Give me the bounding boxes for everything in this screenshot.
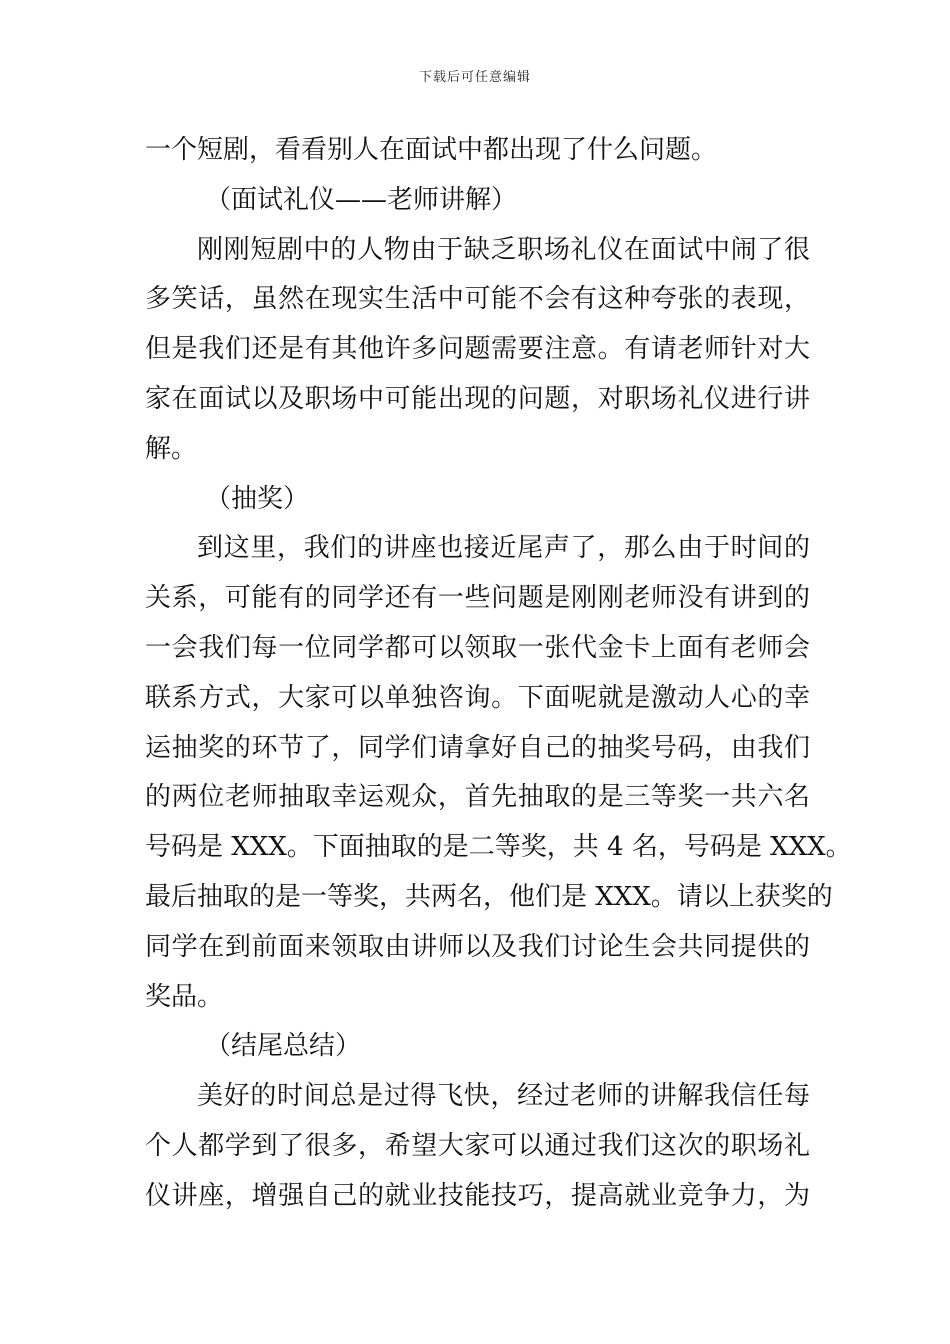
text-line: 最后抽取的是一等奖，共两名，他们是 XXX。请以上获奖的 — [145, 881, 833, 912]
document-body — [145, 126, 852, 1222]
text-line: 仪讲座，增强自己的就业技能技巧，提高就业竞争力，为 — [145, 1180, 810, 1211]
text-line: 解。 — [145, 433, 198, 464]
page-header-note: 下载后可任意编辑 — [418, 70, 531, 85]
text-line: 联系方式，大家可以单独咨询。下面呢就是激动人心的幸 — [145, 682, 810, 713]
text-line: 关系，可能有的同学还有一些问题是刚刚老师没有讲到的 — [145, 583, 810, 614]
text-line: 美好的时间总是过得飞快，经过老师的讲解我信任每 — [197, 1081, 810, 1112]
text-line: 到这里，我们的讲座也接近尾声了，那么由于时间的 — [197, 533, 810, 564]
text-line: 同学在到前面来领取由讲师以及我们讨论生会共同提供的 — [145, 931, 810, 962]
text-line: 多笑话，虽然在现实生活中可能不会有这种夸张的表现， — [145, 284, 810, 315]
section-heading-interview-etiquette: （面试礼仪——老师讲解） — [205, 184, 518, 215]
text-line: 一会我们每一位同学都可以领取一张代金卡上面有老师会 — [145, 632, 810, 663]
text-line: 家在面试以及职场中可能出现的问题，对职场礼仪进行讲 — [145, 383, 810, 414]
text-line: 一个短剧，看看别人在面试中都出现了什么问题。 — [145, 135, 718, 165]
section-heading-closing-summary: （结尾总结） — [205, 1031, 362, 1062]
text-line: 运抽奖的环节了，同学们请拿好自己的抽奖号码，由我们 — [145, 732, 810, 763]
text-line: 号码是 XXX。下面抽取的是二等奖，共 4 名，号码是 XXX。 — [145, 832, 852, 863]
text-line: 刚刚短剧中的人物由于缺乏职场礼仪在面试中闹了很 — [197, 234, 810, 265]
text-line: 的两位老师抽取幸运观众，首先抽取的是三等奖一共六名 — [145, 782, 810, 813]
text-line: 个人都学到了很多，希望大家可以通过我们这次的职场礼 — [145, 1130, 810, 1161]
text-line: 奖品。 — [145, 981, 224, 1012]
text-line: 但是我们还是有其他许多问题需要注意。有请老师针对大 — [145, 334, 810, 365]
section-heading-lottery: （抽奖） — [205, 483, 310, 514]
